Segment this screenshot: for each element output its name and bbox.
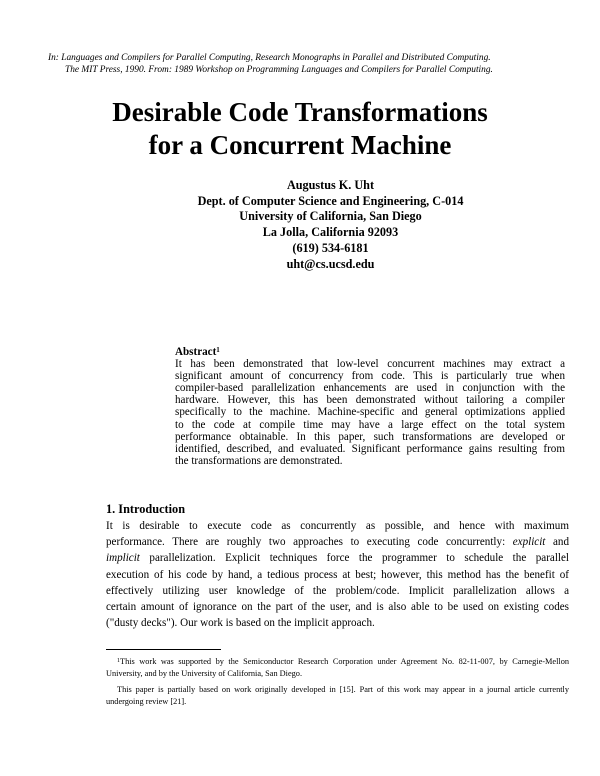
abstract-footnote-mark: 1 (216, 346, 220, 354)
author-phone: (619) 534-6181 (292, 240, 369, 255)
abstract-line: compiler-based parallelization enhancements are used in conjunction with the (175, 382, 565, 395)
section-heading-introduction: 1. Introduction (106, 502, 186, 516)
abstract (175, 346, 565, 467)
title-line-2: for a Concurrent Machine (148, 130, 452, 160)
abstract-line: to the code at compile time may have a large effect on the total system (175, 418, 565, 431)
abstract-line: specifically to the machine. Machine-specific and general optimizations applied (175, 406, 565, 419)
emphasis-implicit: implicit (106, 552, 140, 565)
body-line: certain amount of ignorance on the part of the user, and is also able to be used on existing codes (106, 601, 569, 614)
footnotes (106, 656, 569, 712)
body-line: performance. There are roughly two approaches to executing code concurrently: explicit and (106, 536, 569, 549)
footnote-1-mark: 1 (117, 658, 120, 664)
author-university: University of California, San Diego (239, 209, 422, 224)
body-line: It is desirable to execute code as concurrently as possible, and hence with maximum (106, 520, 569, 532)
author-dept: Dept. of Computer Science and Engineering, C-014 (197, 193, 464, 208)
author-block (0, 178, 600, 272)
abstract-line: significant amount of concurrency from code. This is particularly true when (175, 370, 565, 383)
abstract-line: the transformations are demonstrated. (175, 454, 343, 467)
abstract-line: hardware. However, this has been demonstrated without tailoring a compiler (175, 394, 565, 407)
footnote-1: $^1$This work was supported by the Semiconductor Research Corporation under Agreement No. 82-11-007, by Carnegie-Mellon University, and by the University of California, San Diego. (106, 657, 569, 678)
emphasis-explicit: explicit (512, 536, 546, 549)
body-line: execution of his code by hand, a tedious process at best; however, this method has the benefit of (106, 568, 569, 581)
author-email: uht@cs.ucsd.edu (286, 256, 375, 271)
author-name: Augustus K. Uht (286, 178, 375, 192)
body-line: effectively utilizing user knowledge of the problem/code. Implicit parallelization allows a (106, 584, 569, 597)
title-line-1: Desirable Code Transformations (112, 97, 488, 127)
abstract-line: performance obtainable. In this paper, such transformations are developed or (175, 430, 565, 443)
body-line: implicit parallelization. Explicit techniques force the programmer to schedule the parallel (106, 552, 569, 565)
author-city: La Jolla, California 92093 (262, 225, 399, 240)
introduction-body (106, 518, 569, 631)
abstract-line: identified, described, and evaluated. Significant performance gains resulting from (175, 442, 565, 455)
abstract-heading: Abstract$^1$ (175, 346, 220, 358)
footnote-2: This paper is partially based on work originally developed in [15]. Part of this work may appear in a journal article currently undergoing review [21]. (106, 685, 569, 706)
footnote-divider (106, 649, 221, 650)
citation-line-2: The MIT Press, 1990. From: 1989 Workshop on Programming Languages and Compilers for Parallel Computing. (65, 65, 493, 75)
paper-title (0, 96, 600, 162)
abstract-line: It has been demonstrated that low-level concurrent machines may extract a (175, 358, 565, 371)
body-line: ("dusty decks"). Our work is based on the implicit approach. (106, 617, 375, 630)
citation-header (48, 52, 568, 76)
citation-line-1: In: Languages and Compilers for Parallel Computing, Research Monographs in Parallel and Distributed Computing. (48, 53, 491, 63)
